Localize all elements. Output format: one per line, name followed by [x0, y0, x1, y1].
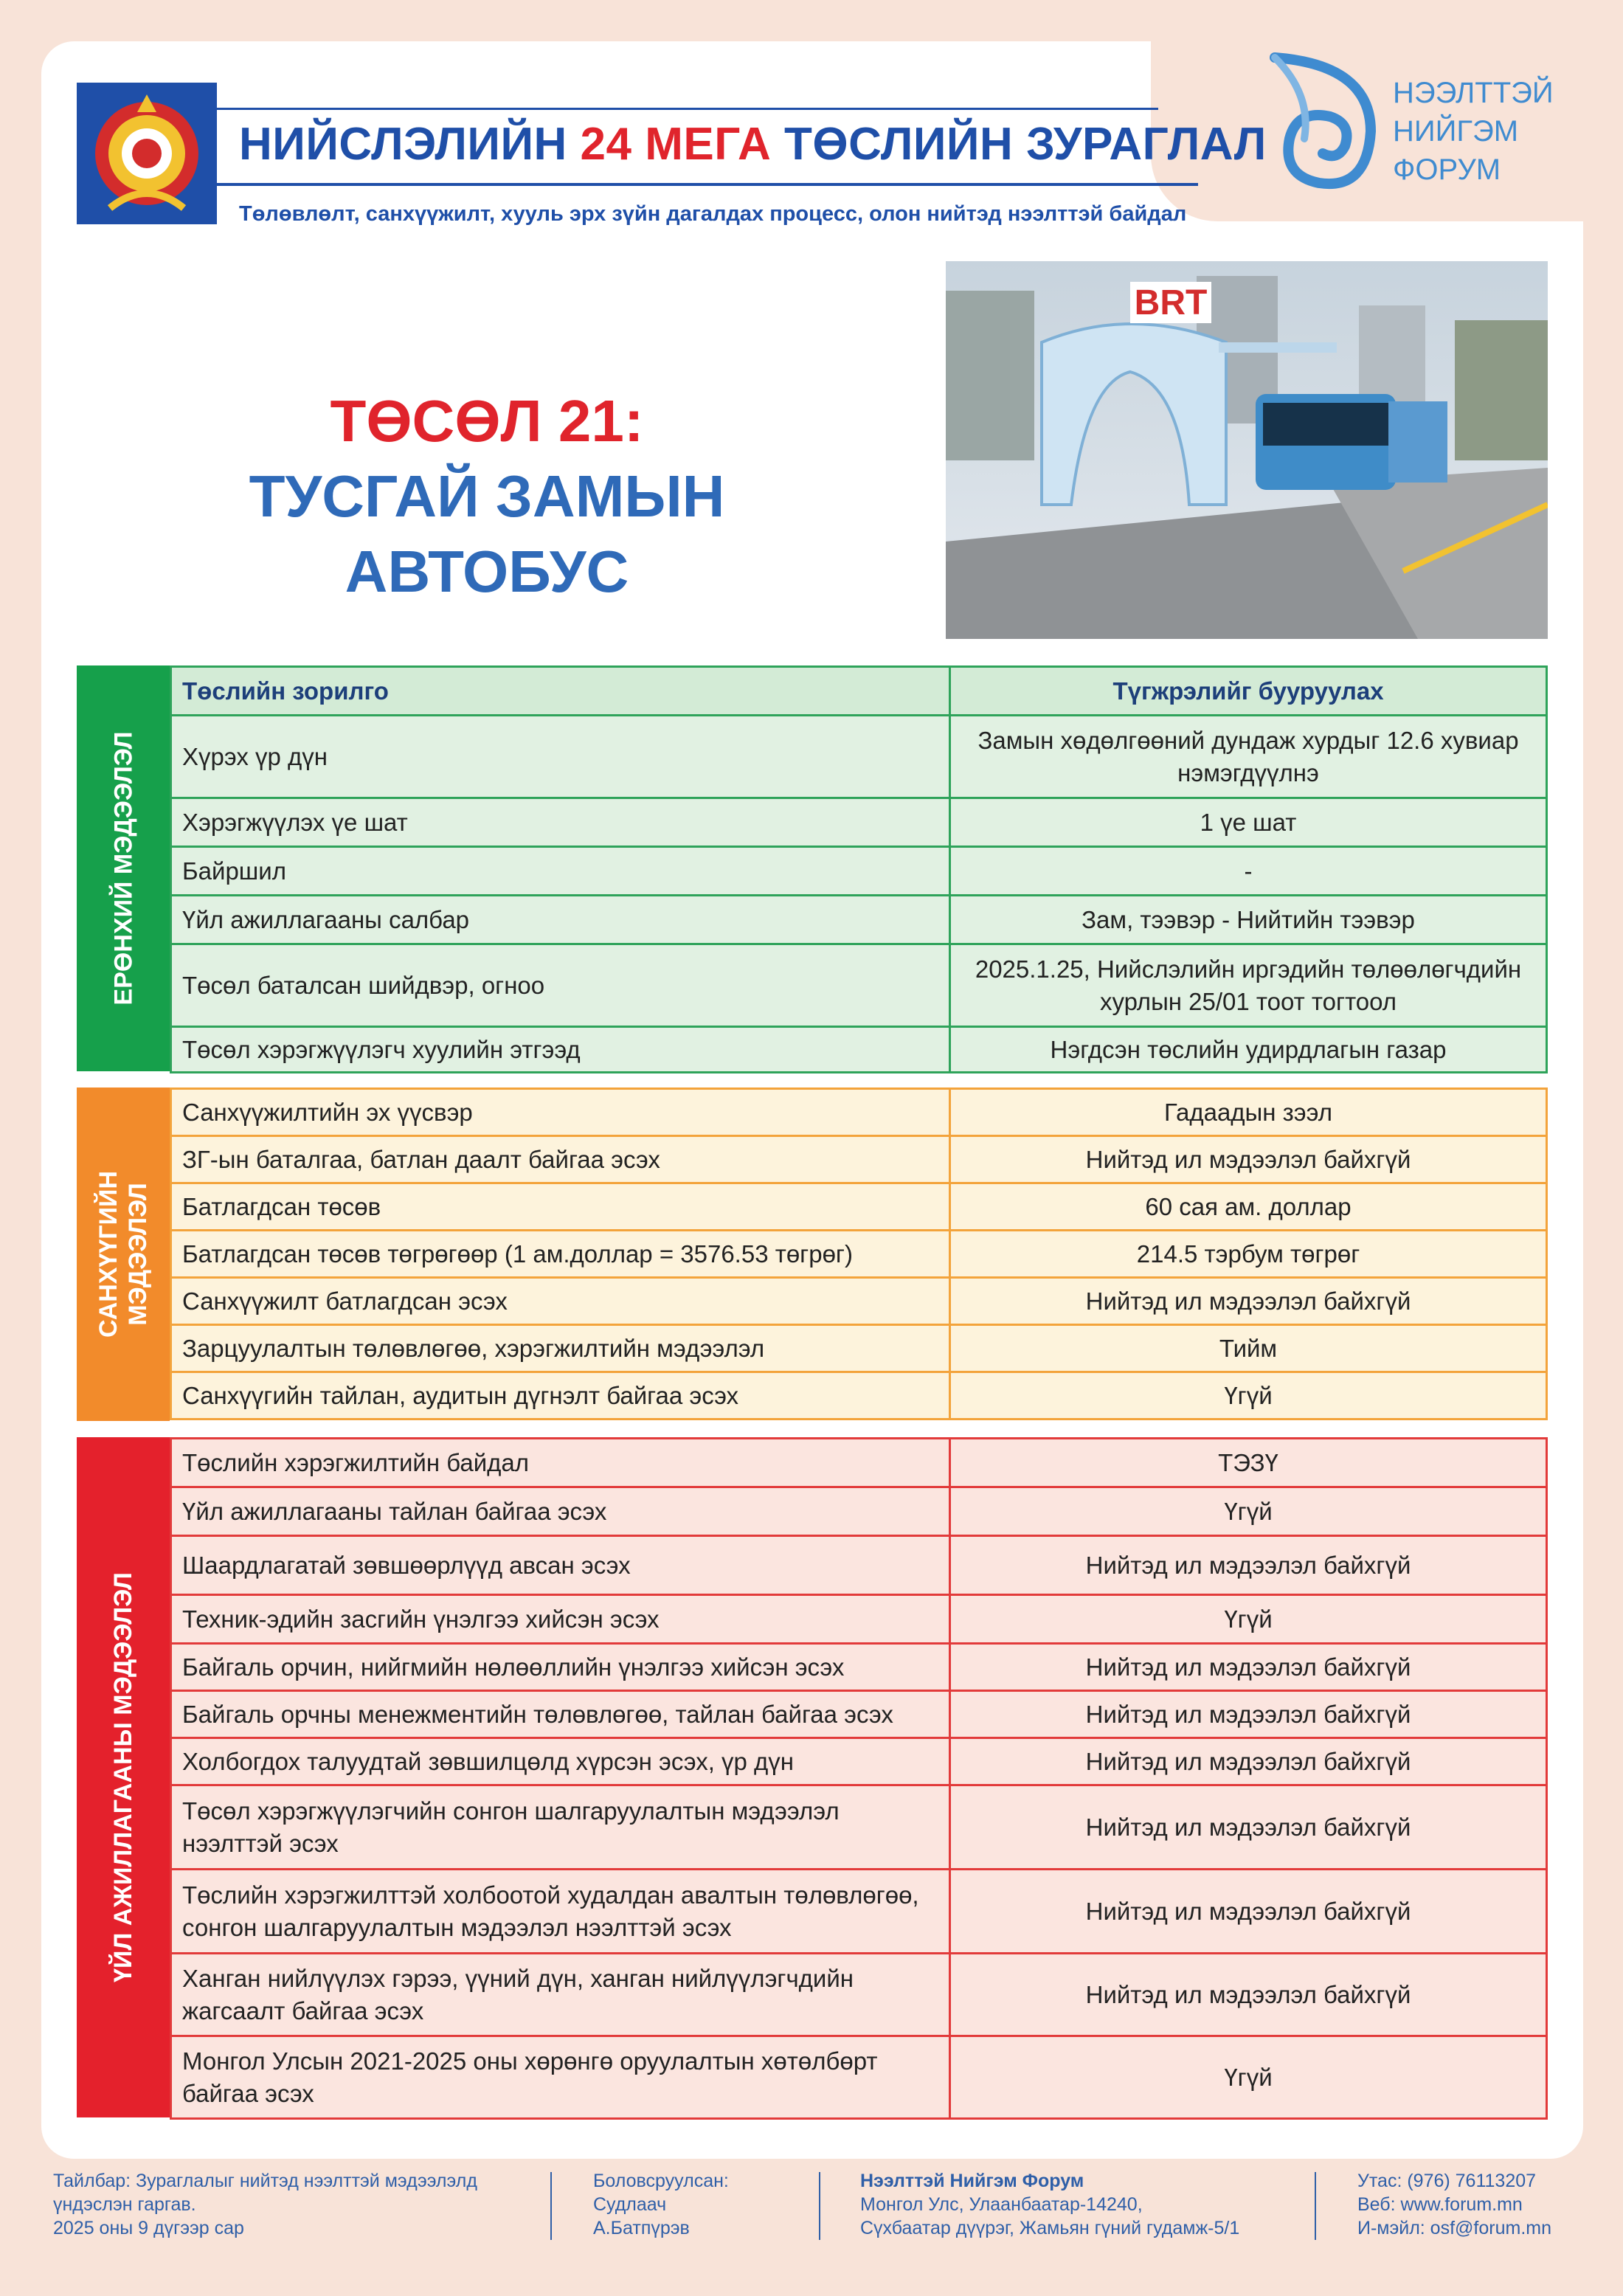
operations-side-label: ҮЙЛ АЖИЛЛАГААНЫ МЭДЭЭЛЭЛ: [77, 1437, 170, 2117]
general-info-table: [170, 665, 1548, 1073]
forum-logo-icon: [1260, 35, 1385, 205]
header-rule-bottom: [217, 183, 1198, 186]
table-row: Төслийн хэрэгжилтийн байдал ТЭЗҮ: [171, 1439, 1547, 1487]
project-name: ТУСГАЙ ЗАМЫН АВТОБУС: [249, 463, 725, 604]
footer-contacts: [1357, 2169, 1551, 2240]
project-title: [133, 384, 841, 609]
table-row: Холбогдох талуудтай зөвшилцөлд хүрсэн эсэх, үр дүн Нийтэд ил мэдээлэл байхгүй: [171, 1738, 1547, 1785]
operations-info-table: [170, 1437, 1548, 2120]
table-row: Санхүүгийн тайлан, аудитын дүгнэлт байгаа эсэх Үгүй: [171, 1372, 1547, 1420]
ulaanbaatar-emblem: [77, 83, 217, 224]
footer-organization: Нээлттэй Нийгэм Форум Монгол Улс, Улаанбаатар-14240, Сүхбаатар дүүрэг, Жамьян гүний гудамж-5/1: [860, 2171, 1240, 2238]
table-row: Үйл ажиллагааны тайлан байгаа эсэх Үгүй: [171, 1487, 1547, 1536]
operations-info-section: [77, 1437, 1548, 2117]
finance-info-section: [77, 1088, 1548, 1421]
footer-divider: [1315, 2172, 1316, 2240]
header-title: НИЙСЛЭЛИЙН 24 МЕГА ТӨСЛИЙН ЗУРАГЛАЛ: [239, 119, 1267, 170]
footer-divider: [550, 2172, 552, 2240]
footer-email-link[interactable]: И-мэйл: osf@forum.mn: [1357, 2218, 1551, 2238]
finance-info-table: [170, 1088, 1548, 1420]
table-row: Байршил -: [171, 847, 1547, 896]
table-row: ЗГ-ын баталгаа, батлан даалт байгаа эсэх Нийтэд ил мэдээлэл байхгүй: [171, 1136, 1547, 1183]
table-row: Үйл ажиллагааны салбар Зам, тээвэр - Нийтийн тээвэр: [171, 896, 1547, 944]
table-row: Монгол Улсын 2021-2025 оны хөрөнгө оруулалтын хөтөлбөрт байгаа эсэх Үгүй: [171, 2036, 1547, 2119]
table-row: Санхүүжилтийн эх үүсвэр Гадаадын зээл: [171, 1089, 1547, 1136]
footer-divider: [819, 2172, 820, 2240]
finance-side-label: САНХҮҮГИЙН МЭДЭЭЛЭЛ: [77, 1088, 170, 1421]
footer-phone: Утас: (976) 76113207: [1357, 2171, 1537, 2191]
table-row: Техник-эдийн засгийн үнэлгээ хийсэн эсэх Үгүй: [171, 1595, 1547, 1644]
table-row: Төсөл хэрэгжүүлэгчийн сонгон шалгаруулалтын мэдээлэл нээлттэй эсэх Нийтэд ил мэдээлэл байхгүй: [171, 1785, 1547, 1870]
table-row: Ханган нийлүүлэх гэрээ, үүний дүн, ханган нийлүүлэгчдийн жагсаалт байгаа эсэх Нийтэд ил мэдээлэл байхгүй: [171, 1954, 1547, 2036]
table-row: Хэрэгжүүлэх үе шат 1 үе шат: [171, 798, 1547, 847]
table-row: Батлагдсан төсөв төгрөгөөр (1 ам.доллар = 3576.53 төгрөг) 214.5 тэрбум төгрөг: [171, 1231, 1547, 1278]
table-row: Зарцуулалтын төлөвлөгөө, хэрэгжилтийн мэдээлэл Тийм: [171, 1325, 1547, 1372]
footer-note: Тайлбар: Зураглалыг нийтэд нээлттэй мэдээлэлд үндэслэн гаргав. 2025 оны 9 дүгээр сар: [53, 2171, 477, 2238]
forum-logo-text: НЭЭЛТТЭЙ НИЙГЭМ ФОРУМ: [1393, 77, 1554, 186]
project-number: ТӨСӨЛ 21:: [330, 388, 644, 454]
table-row: Шаардлагатай зөвшөөрлүүд авсан эсэх Нийтэд ил мэдээлэл байхгүй: [171, 1536, 1547, 1595]
header-rule-top: [217, 108, 1158, 110]
footer-prepared: Боловсруулсан: Судлаач А.Батпүрэв: [593, 2171, 729, 2238]
table-row: Батлагдсан төсөв 60 сая ам. доллар: [171, 1183, 1547, 1231]
table-row: Төсөл хэрэгжүүлэгч хуулийн этгээд Нэгдсэн төслийн удирдлагын газар: [171, 1027, 1547, 1073]
table-row: Санхүүжилт батлагдсан эсэх Нийтэд ил мэдээлэл байхгүй: [171, 1278, 1547, 1325]
header-subtitle: Төлөвлөлт, санхүүжилт, хууль эрх зүйн дагалдах процесс, олон нийтэд нээлттэй байдал: [239, 202, 1187, 226]
table-row: Байгаль орчин, нийгмийн нөлөөллийн үнэлгээ хийсэн эсэх Нийтэд ил мэдээлэл байхгүй: [171, 1644, 1547, 1691]
brt-station-photo: [946, 261, 1548, 639]
table-row: Төсөл баталсан шийдвэр, огноо 2025.1.25, Нийслэлийн иргэдийн төлөөлөгчдийн хурлын 25/01 тоот тогтоол: [171, 944, 1547, 1027]
table-row: Байгаль орчны менежментийн төлөвлөгөө, тайлан байгаа эсэх Нийтэд ил мэдээлэл байхгүй: [171, 1691, 1547, 1738]
general-side-label: ЕРӨНХИЙ МЭДЭЭЛЭЛ: [77, 665, 170, 1071]
table-row: Хүрэх үр дүн Замын хөдөлгөөний дундаж хурдыг 12.6 хувиар нэмэгдүүлнэ: [171, 716, 1547, 798]
table-row: Төслийн хэрэгжилттэй холбоотой худалдан авалтын төлөвлөгөө, сонгон шалгаруулалтын мэдээлэл нээлттэй эсэх Нийтэд ил мэдээлэл байхгүй: [171, 1870, 1547, 1954]
brt-sign: BRT: [1134, 283, 1208, 322]
footer-web-link[interactable]: Веб: www.forum.mn: [1357, 2194, 1523, 2215]
general-info-section: [77, 665, 1548, 1071]
table-header-row: Төслийн зорилго Түгжрэлийг бууруулах: [171, 667, 1547, 716]
